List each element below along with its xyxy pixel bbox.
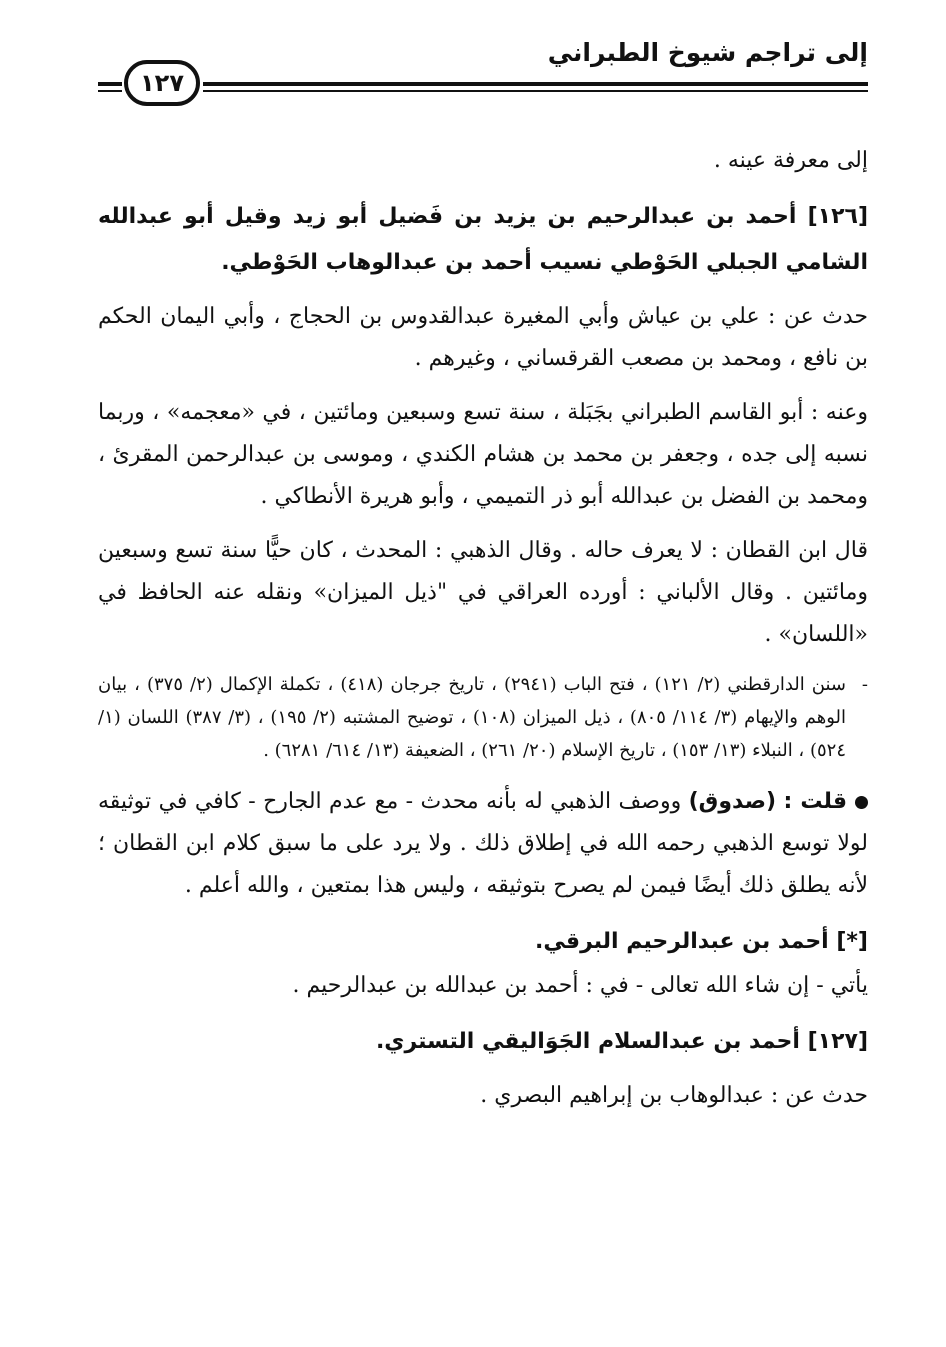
paragraph-narrated-by: وعنه : أبو القاسم الطبراني بجَبَلة ، سنة تسع وسبعين ومائتين ، في «معجمه» ، وربما نسبه إلى جده ، وجعفر بن محمد بن هشام الكندي ، وموسى بن عبدالرحمن المقرئ ، ومحمد بن الفضل بن عبدالله أبو ذر التميمي ، وأبو هريرة الأنطاكي . (98, 400, 868, 509)
footnote-text: سنن الدارقطني (٢/ ١٢١) ، فتح الباب (٢٩٤١) ، تاريخ جرجان (٤١٨) ، تكملة الإكمال (٢/ ٣٧٥) ، بيان الوهم والإيهام (٣/ ١١٤/ ٨٠٥) ، ذيل الميزان (١٠٨) ، توضيح المشتبه (٢/ ١٩٥) ، (٣/ ٣٨٧) اللسان (١/ ٥٢٤) ، النبلاء (١٣/ ١٥٣) ، تاريخ الإسلام (٢٠/ ٢٦١) ، الضعيفة (١٣/ ٦١٤/ ٦٢٨١) . (98, 674, 846, 761)
header-rule-left-thick (98, 82, 122, 86)
running-title: إلى تراجم شيوخ الطبراني (547, 38, 868, 67)
entry-title-barqi: [*] أحمد بن عبدالرحيم البرقي. (535, 929, 868, 954)
paragraph-continuation: إلى معرفة عينه . (713, 148, 868, 173)
page-body (98, 140, 868, 1129)
paragraph-cross-reference: يأتي - إن شاء الله تعالى - في : أحمد بن عبدالله بن عبدالرحيم . (292, 973, 868, 998)
header-rule-thick (203, 82, 868, 86)
page-number: ١٢٧ (124, 60, 200, 106)
entry-title-126: [١٢٦] أحمد بن عبدالرحيم بن يزيد بن فَضيل أبو زيد وقيل أبو عبدالله الشامي الجبلي الحَوْطي نسيب أحمد بن عبدالوهاب الحَوْطي. (98, 204, 868, 275)
verdict-text: ووصف الذهبي له بأنه محدث - مع عدم الجارح - كافي في توثيقه لولا توسع الذهبي رحمه الله في إطلاق ذلك . ولا يرد على ما سبق كلام ابن القطان ؛ لأنه يطلق ذلك أيضًا فيمن لم يصرح بتوثيقه ، وليس هذا بمتعين ، والله أعلم . (98, 789, 868, 898)
verdict-grade: (صدوق) (688, 789, 777, 814)
verdict-label: قلت : (783, 789, 847, 814)
header-rule-left-thin (98, 90, 122, 92)
paragraph-verdict (98, 781, 868, 907)
paragraph-narrated-from: حدث عن : علي بن عياش وأبي المغيرة عبدالقدوس بن الحجاج ، وأبي اليمان الحكم بن نافع ، ومحمد بن مصعب القرقساني ، وغيرهم . (98, 304, 868, 371)
footnote-sources (98, 668, 868, 767)
bullet-dot-icon (855, 796, 868, 809)
paragraph-critics: قال ابن القطان : لا يعرف حاله . وقال الذهبي : المحدث ، كان حيًّا سنة تسع وسبعين ومائتين . وقال الألباني : أورده العراقي في "ذيل الميزان» ونقله عنه الحافظ في «اللسان» . (98, 538, 868, 647)
entry-title-127: [١٢٧] أحمد بن عبدالسلام الجَوَاليقي التستري. (375, 1029, 868, 1054)
footnote-dash: - (861, 674, 868, 695)
header-rule-thin (203, 90, 868, 92)
paragraph-narrated-from-127: حدث عن : عبدالوهاب بن إبراهيم البصري . (480, 1083, 868, 1108)
page-header (98, 38, 868, 108)
